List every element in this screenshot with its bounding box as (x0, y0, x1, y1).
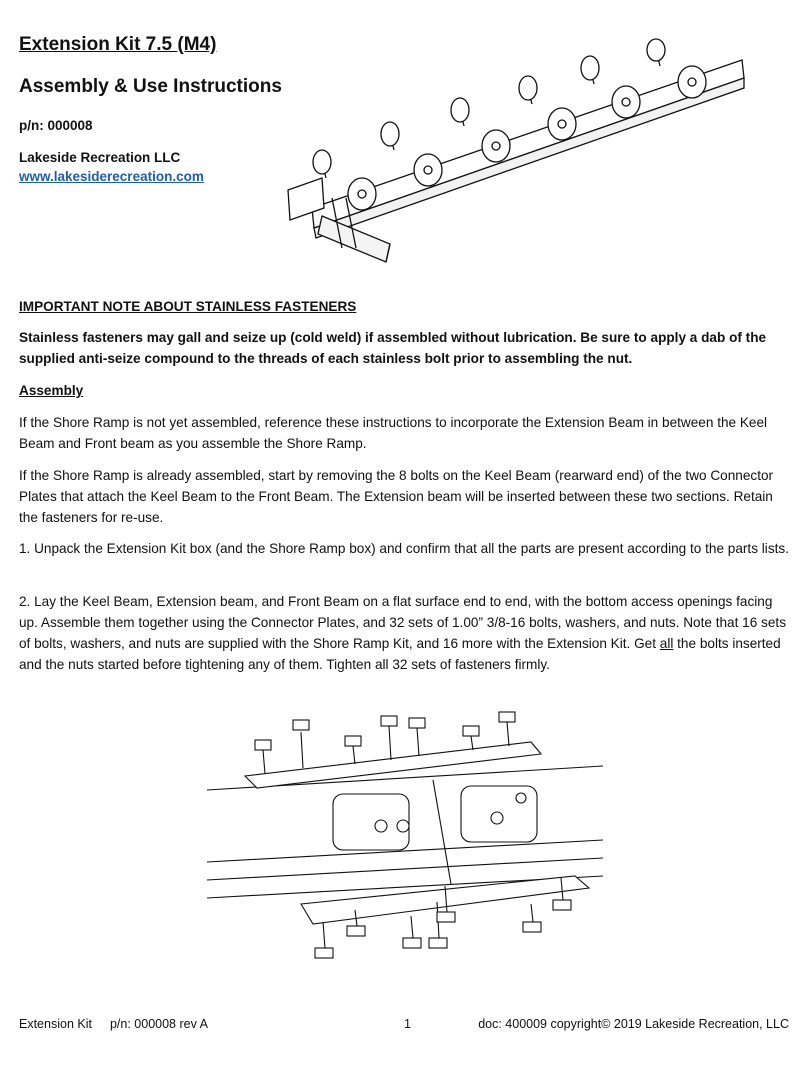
website-link[interactable]: www.lakesiderecreation.com (19, 169, 204, 184)
step-2-text-a: 2. Lay the Keel Beam, Extension beam, and Front Beam on a flat surface end to end, with the bottom access openings facing up. Assemble them together using the Connector Plates, and 32 sets of 1.00” 3/8-16 bolts, washers, and nuts. Note that 16 sets of bolts, washers, and nuts are supplied with the Shore Ramp Kit, and 16 more with the Extension Kit. Get (19, 594, 786, 651)
stainless-note-heading: IMPORTANT NOTE ABOUT STAINLESS FASTENERS (19, 299, 357, 314)
document-title: Extension Kit 7.5 (M4) (19, 34, 217, 55)
footer-left (19, 1017, 208, 1031)
stainless-note-body: Stainless fasteners may gall and seize up (cold weld) if assembled without lubrication. Be sure to apply a dab of the supplied anti-seize compound to the threads of each stainless bolt prior to assembling the nut. (19, 330, 767, 366)
footer-part-rev: p/n: 000008 rev A (109, 1017, 208, 1031)
step-2-text-b: the bolts inserted and the nuts started before tightening any of them. Tighten all 32 sets of fasteners firmly. (19, 636, 781, 672)
part-number: p/n: 000008 (19, 118, 93, 133)
top-connector-plate (245, 742, 541, 788)
assembly-step-1: 1. Unpack the Extension Kit box (and the Shore Ramp box) and confirm that all the parts are present according to the parts lists. (19, 541, 789, 556)
shore-ramp-extension-illustration (282, 38, 752, 270)
connector-plate-assembly-diagram (205, 690, 605, 975)
assembly-step-2 (19, 591, 791, 675)
footer-doc-copyright: doc: 400009 copyright© 2019 Lakeside Recreation, LLC (478, 1017, 789, 1031)
footer-doc-name: Extension Kit (19, 1017, 92, 1031)
assembly-heading: Assembly (19, 383, 84, 398)
document-subtitle: Assembly & Use Instructions (19, 76, 282, 97)
access-opening-left (333, 794, 409, 850)
assembly-paragraph-existing: If the Shore Ramp is already assembled, start by removing the 8 bolts on the Keel Beam (rearward end) of the two Connector Plates that attach the Keel Beam to the Front Beam. The Extension beam will be inserted between these two sections. Retain the fasteners for re-use. (19, 468, 774, 525)
company-name: Lakeside Recreation LLC (19, 150, 181, 165)
step-2-emphasis: all (659, 636, 674, 651)
footer-page-number: 1 (404, 1017, 411, 1031)
assembly-paragraph-new: If the Shore Ramp is not yet assembled, reference these instructions to incorporate the Extension Beam in between the Keel Beam and Front beam as you assemble the Shore Ramp. (19, 415, 768, 451)
main-beam-side (314, 78, 744, 238)
